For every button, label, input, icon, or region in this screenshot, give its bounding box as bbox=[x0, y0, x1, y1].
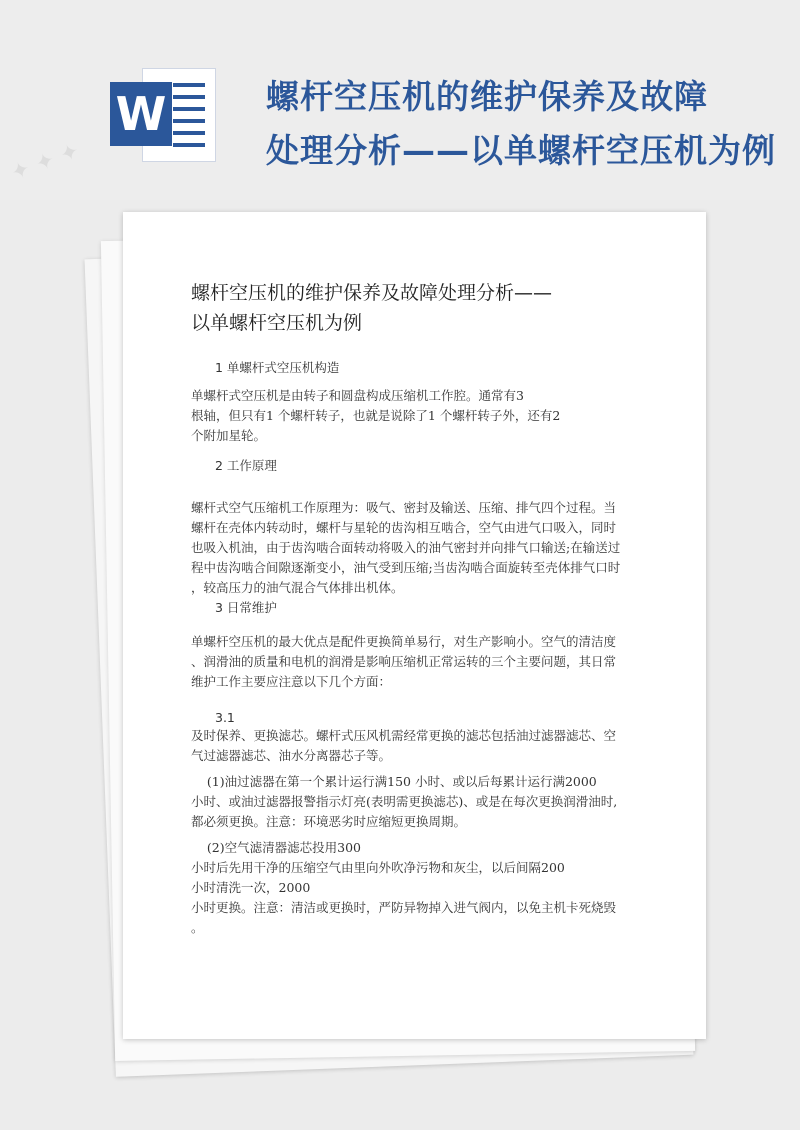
document-title-line2: 以单螺杆空压机为例 bbox=[191, 312, 363, 334]
subsection-number: 3.1 bbox=[215, 710, 235, 725]
document-title-line1: 螺杆空压机的维护保养及故障处理分析—— bbox=[191, 282, 553, 304]
paragraph-structure: 单螺杆式空压机是由转子和圆盘构成压缩机工作腔。通常有3 根轴，但只有1 个螺杆转子，也就是说除了1 个螺杆转子外，还有2 个附加星轮。 bbox=[191, 388, 561, 443]
document-page bbox=[123, 212, 706, 1039]
paragraph-working-principle: 螺杆式空气压缩机工作原理为：吸气、密封及输送、压缩、排气四个过程。当 螺杆在壳体内转动时，螺杆与星轮的齿沟相互啮合，空气由进气口吸入，同时 也吸入机油，由于齿沟啮合面转动将吸入的油气密封并向排气口输送;在输送过 程中齿沟啮合间隙逐渐变小，油气受到压缩;当齿沟啮合面旋转至壳体排气口时 ，较高压力的油气混合气体排出机体。 bbox=[191, 500, 621, 595]
paragraph-oil-filter: (1)油过滤器在第一个累计运行满150 小时、或以后每累计运行满2000 小时、或油过滤器报警指示灯亮(表明需更换滤芯)、或是在每次更换润滑油时, 都必须更换。注意：环境恶劣时应缩短更换周期。 bbox=[191, 774, 618, 829]
section-heading-1: 1 单螺杆式空压机构造 bbox=[215, 360, 340, 375]
header-title-line1: 螺杆空压机的维护保养及故障 bbox=[266, 77, 708, 116]
header-banner bbox=[0, 0, 800, 200]
header-title bbox=[266, 70, 786, 178]
paragraph-air-filter: (2)空气滤清器滤芯投用300 小时后先用干净的压缩空气由里向外吹净污物和灰尘，以后间隔200 小时清洗一次，2000 小时更换。注意：清洁或更换时，严防异物掉入进气阀内，以免主机卡死烧毁 。 bbox=[191, 840, 617, 935]
word-document-icon bbox=[110, 68, 216, 160]
paragraph-daily-maintenance: 单螺杆空压机的最大优点是配件更换简单易行，对生产影响小。空气的清洁度 、润滑油的质量和电机的润滑是影响压缩机正常运转的三个主要问题，其日常 维护工作主要应注意以下几个方面： bbox=[191, 634, 617, 689]
paragraph-filter-replacement: 及时保养、更换滤芯。螺杆式压风机需经常更换的滤芯包括油过滤器滤芯、空 气过滤器滤芯、油水分离器芯子等。 bbox=[191, 728, 617, 763]
section-heading-2: 2 工作原理 bbox=[215, 458, 277, 473]
section-heading-3: 3 日常维护 bbox=[215, 600, 277, 615]
header-title-line2: 处理分析——以单螺杆空压机为例 bbox=[266, 131, 776, 170]
word-letter: W bbox=[110, 82, 172, 146]
document-title bbox=[191, 278, 651, 338]
